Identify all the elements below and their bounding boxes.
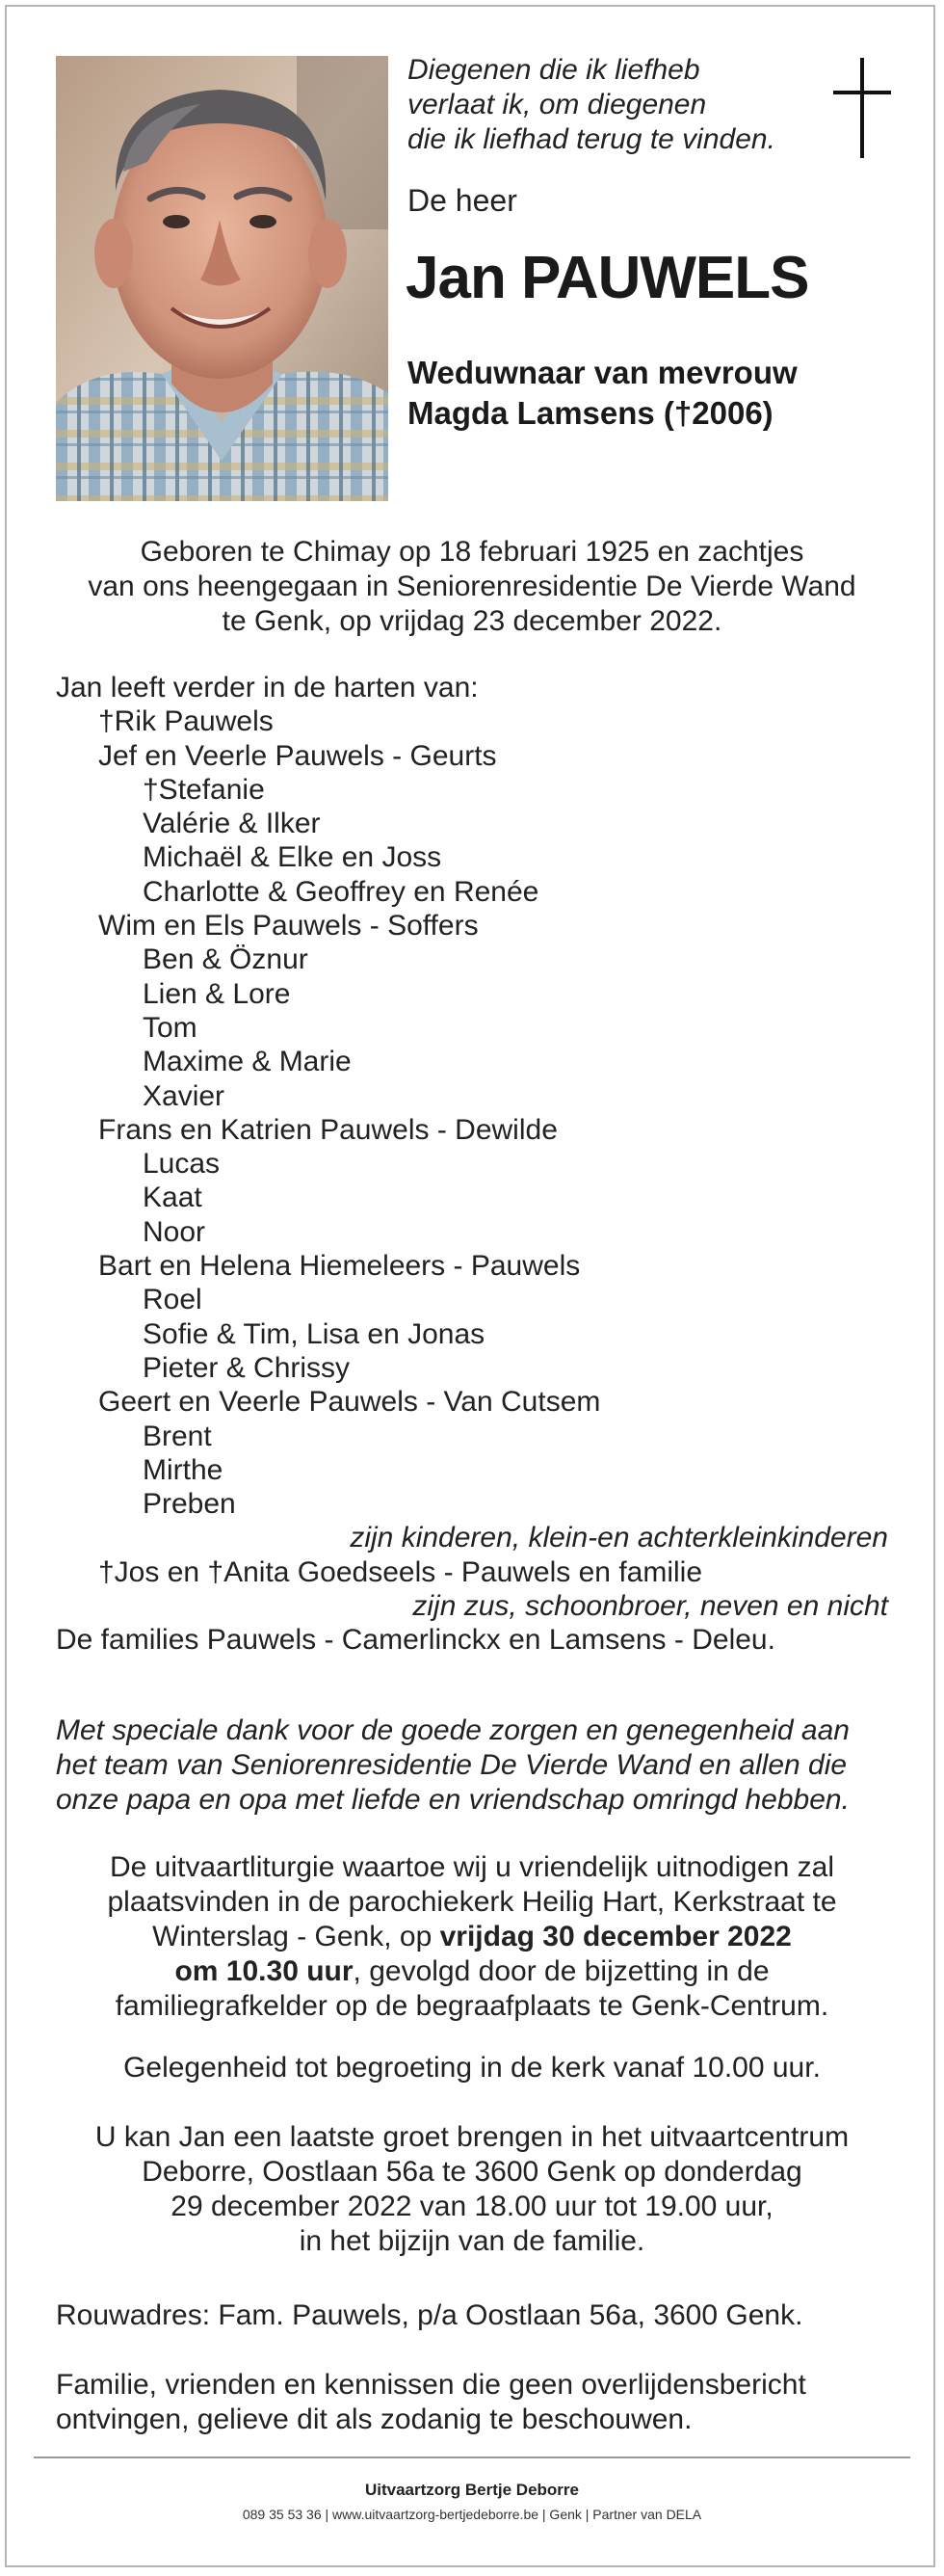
family-member: Maxime & Marie	[143, 1046, 352, 1078]
family-member: Noor	[143, 1215, 206, 1248]
closing-note	[56, 2368, 806, 2437]
funeral-info	[56, 1850, 888, 2024]
viewing-line: in het bijzijn van de familie.	[299, 2225, 645, 2257]
funeral-line: plaatsvinden in de parochiekerk Heilig Hart, Kerkstraat te	[107, 1886, 837, 1918]
family-member: Brent	[143, 1420, 212, 1452]
family-member: Ben & Öznur	[143, 943, 308, 976]
family-member: Preben	[143, 1488, 236, 1521]
viewing-line: 29 december 2022 van 18.00 uur tot 19.00 uur,	[170, 2191, 774, 2222]
funeral-text: , gevolgd door de bijzetting in de	[353, 1955, 770, 1987]
family-member: †Jos en †Anita Goedseels - Pauwels en familie	[98, 1555, 703, 1588]
viewing-line: Deborre, Oostlaan 56a te 3600 Genk op donderdag	[142, 2156, 802, 2188]
family-member: Jef en Veerle Pauwels - Geurts	[98, 739, 497, 772]
family-intro: Jan leeft verder in de harten van:	[56, 672, 479, 704]
funeral-line	[56, 1954, 888, 1989]
family-list	[56, 671, 888, 1658]
widow-note	[407, 353, 798, 434]
family-member: De families Pauwels - Camerlinckx en Lamsens - Deleu.	[56, 1624, 775, 1657]
funeral-date: vrijdag 30 december 2022	[439, 1921, 792, 1952]
portrait-photo	[56, 56, 388, 501]
family-member: Geert en Veerle Pauwels - Van Cutsem	[98, 1386, 601, 1419]
family-member: Wim en Els Pauwels - Soffers	[98, 910, 479, 943]
family-member: Tom	[143, 1011, 197, 1044]
relation-caption: zijn zus, schoonbroer, neven en nicht	[412, 1590, 888, 1623]
family-member: Sofie & Tim, Lisa en Jonas	[143, 1317, 485, 1350]
family-member: Roel	[143, 1284, 202, 1316]
thanks-line: onze papa en opa met liefde en vriendschap omringd hebben.	[56, 1784, 850, 1816]
funeral-text: Winterslag - Genk, op	[152, 1921, 440, 1952]
funeral-line: De uitvaartliturgie waartoe wij u vriendelijk uitnodigen zal	[109, 1851, 835, 1883]
family-member: Xavier	[143, 1079, 225, 1112]
title-prefix: De heer	[407, 183, 517, 218]
condolence-info: Gelegenheid tot begroeting in de kerk vanaf 10.00 uur.	[123, 2052, 821, 2084]
viewing-info	[56, 2120, 888, 2259]
poem-line: verlaat ik, om diegenen	[407, 89, 707, 120]
poem-line: Diegenen die ik liefheb	[407, 54, 700, 86]
family-member: Mirthe	[143, 1453, 223, 1486]
funeral-line	[56, 1920, 888, 1954]
family-member: Charlotte & Geoffrey en Renée	[143, 875, 539, 908]
cross-icon	[833, 58, 891, 158]
mourning-address: Rouwadres: Fam. Pauwels, p/a Oostlaan 56a, 3600 Genk.	[56, 2299, 803, 2331]
family-member: Bart en Helena Hiemeleers - Pauwels	[98, 1250, 581, 1283]
family-member: †Stefanie	[143, 773, 265, 806]
deceased-name: Jan PAUWELS	[406, 245, 809, 311]
birth-death-info	[56, 535, 888, 639]
widow-line: Weduwnaar van mevrouw	[407, 355, 798, 390]
family-member: Valérie & Ilker	[143, 808, 321, 840]
family-member: †Rik Pauwels	[98, 705, 274, 738]
family-member: Michaël & Elke en Joss	[143, 841, 442, 874]
family-member: Lien & Lore	[143, 977, 291, 1010]
relation-caption: zijn kinderen, klein-en achterkleinkinderen	[350, 1522, 888, 1554]
family-member: Lucas	[143, 1148, 221, 1181]
widow-line: Magda Lamsens (†2006)	[407, 395, 774, 431]
thanks-line: Met speciale dank voor de goede zorgen en genegenheid aan	[56, 1714, 850, 1746]
footer-divider	[34, 2456, 910, 2458]
funeral-home-name: Uitvaartzorg Bertje Deborre	[364, 2481, 579, 2499]
family-member: Kaat	[143, 1182, 202, 1214]
family-member: Pieter & Chrissy	[143, 1351, 351, 1384]
thanks-message	[56, 1713, 888, 1818]
closing-line: Familie, vrienden en kennissen die geen overlijdensbericht	[56, 2369, 806, 2401]
viewing-line: U kan Jan een laatste groet brengen in het uitvaartcentrum	[94, 2121, 850, 2153]
funeral-line: familiegrafkelder op de begraafplaats te Genk-Centrum.	[115, 1990, 829, 2022]
closing-line: ontvingen, gelieve dit als zodanig te beschouwen.	[56, 2403, 693, 2435]
family-member: Frans en Katrien Pauwels - Dewilde	[98, 1113, 558, 1146]
funeral-home-details: 089 35 53 36 | www.uitvaartzorg-bertjedeborre.be | Genk | Partner van DELA	[242, 2507, 702, 2522]
poem	[407, 53, 812, 157]
birth-line: van ons heengegaan in Seniorenresidentie De Vierde Wand	[88, 571, 856, 602]
poem-line: die ik liefhad terug te vinden.	[407, 123, 775, 155]
birth-line: Geboren te Chimay op 18 februari 1925 en zachtjes	[140, 536, 804, 568]
thanks-line: het team van Seniorenresidentie De Vierde Wand en allen die	[56, 1749, 848, 1781]
funeral-time: om 10.30 uur	[174, 1955, 354, 1987]
birth-line: te Genk, op vrijdag 23 december 2022.	[222, 605, 722, 637]
